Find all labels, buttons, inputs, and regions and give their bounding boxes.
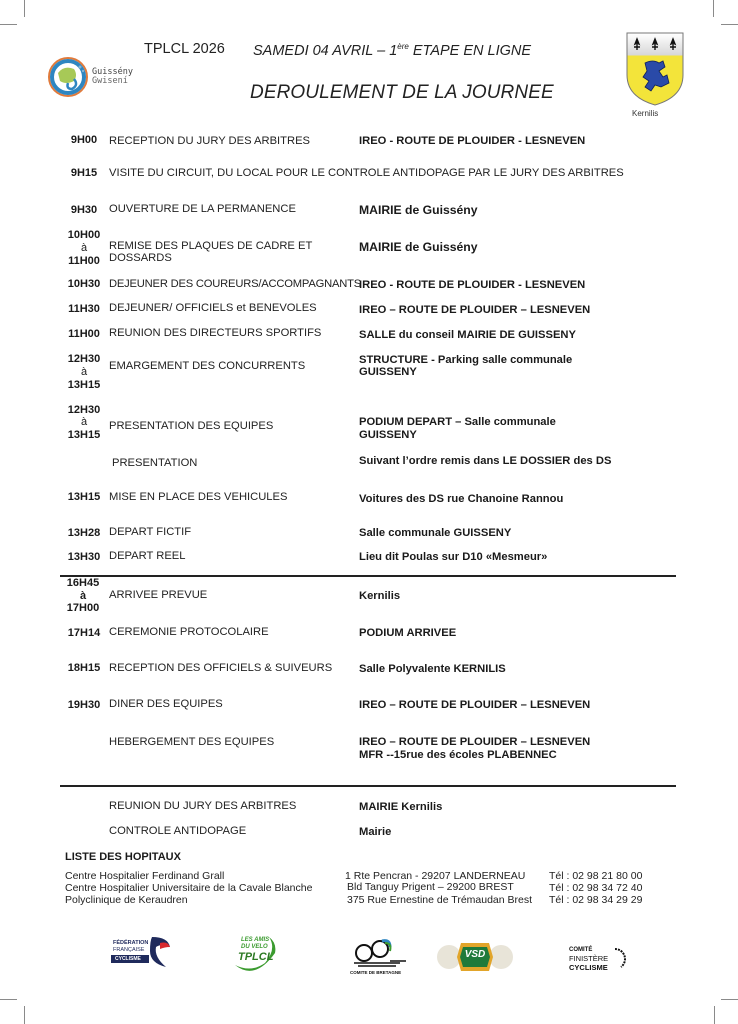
row-location: Mairie [359, 826, 392, 838]
row-location: MAIRIE de Guissény [359, 240, 478, 254]
comite-bretagne-logo [350, 937, 410, 979]
row-location: MAIRIE de Guissény [359, 203, 478, 217]
row-location: PODIUM ARRIVEE [359, 627, 457, 639]
row-time-separator: à [80, 242, 88, 254]
hospital-name: Centre Hospitalier Ferdinand Grall [65, 870, 225, 882]
hospital-phone: Tél : 02 98 34 29 29 [549, 894, 643, 906]
vsd-label: VSD [464, 949, 486, 960]
vsd-logo [435, 937, 515, 979]
cyclist-emblem-icon [350, 937, 410, 971]
row-time-start: 12H30 [67, 353, 101, 365]
row-activity: DEPART REEL [109, 550, 186, 562]
row-time: 13H30 [67, 551, 101, 563]
row-time-end: 13H15 [67, 379, 101, 391]
coat-of-arms-icon [625, 31, 685, 107]
hospital-name: Centre Hospitalier Universitaire de la Cavale Blanche [65, 882, 313, 894]
ffc-line3: CYCLISME [111, 955, 149, 963]
row-activity: PRESENTATION [112, 457, 198, 469]
row-activity: VISITE DU CIRCUIT, DU LOCAL POUR LE CONTROLE ANTIDOPAGE PAR LE JURY DES ARBITRES [109, 167, 624, 179]
amis-line1: LES AMIS [241, 937, 270, 943]
row-activity: RECEPTION DU JURY DES ARBITRES [109, 135, 311, 147]
row-activity: CEREMONIE PROTOCOLAIRE [109, 626, 269, 638]
crop-mark [0, 24, 17, 25]
row-location-line2: GUISSENY [359, 429, 417, 441]
crop-mark [0, 999, 17, 1000]
crop-mark [721, 24, 738, 25]
row-activity: REUNION DES DIRECTEURS SPORTIFS [109, 327, 322, 339]
row-location: IREO – ROUTE DE PLOUIDER – LESNEVEN [359, 736, 591, 748]
crop-mark [721, 999, 738, 1000]
guisseny-logo [46, 55, 146, 100]
row-activity: DEJEUNER/ OFFICIELS et BENEVOLES [109, 302, 317, 314]
page-title: DEROULEMENT DE LA JOURNEE [250, 82, 554, 103]
row-time: 10H30 [67, 278, 101, 290]
comite-bretagne-caption: COMITE DE BRETAGNE [350, 970, 402, 975]
finistere-line1: COMITÉ [569, 947, 593, 953]
stage-date-suffix: ETAPE EN LIGNE [408, 43, 532, 59]
row-activity: RECEPTION DES OFFICIELS & SUIVEURS [109, 662, 333, 674]
row-time: 9H15 [70, 167, 98, 179]
amis-line2: DU VELO [241, 944, 268, 950]
comite-finistere-logo [565, 945, 635, 975]
row-activity: HEBERGEMENT DES EQUIPES [109, 736, 275, 748]
crop-mark [24, 1006, 25, 1024]
stage-date [253, 42, 531, 59]
row-activity: REMISE DES PLAQUES DE CADRE ET DOSSARDS [109, 240, 313, 264]
row-location: IREO - ROUTE DE PLOUIDER - LESNEVEN [359, 279, 586, 291]
stage-date-prefix: SAMEDI 04 AVRIL – 1 [253, 43, 398, 59]
section-divider [60, 785, 676, 787]
row-activity: DEJEUNER DES COUREURS/ACCOMPAGNANTS [109, 278, 361, 290]
row-activity: REUNION DU JURY DES ARBITRES [109, 800, 297, 812]
row-activity: DINER DES EQUIPES [109, 698, 223, 710]
row-time-start: 16H45 [66, 577, 100, 589]
hospital-phone: Tél : 02 98 34 72 40 [549, 882, 643, 894]
row-location: IREO – ROUTE DE PLOUIDER – LESNEVEN [359, 699, 591, 711]
guisseny-logo-text: Guissény [92, 67, 133, 77]
row-activity: CONTROLE ANTIDOPAGE [109, 825, 247, 837]
row-time: 11H00 [68, 328, 100, 340]
guisseny-logo-text-breton: Gwisení [92, 76, 128, 86]
row-time-separator: à [80, 416, 88, 428]
row-time: 9H30 [70, 204, 98, 216]
hospital-address: Bld Tanguy Prigent – 29200 BREST [347, 881, 514, 893]
ffc-logo [110, 935, 180, 971]
row-activity: DEPART FICTIF [109, 526, 192, 538]
row-time: 18H15 [67, 662, 101, 674]
row-time: 9H00 [70, 134, 98, 146]
row-location-line2: MFR --15rue des écoles PLABENNEC [359, 749, 557, 761]
stage-date-sup: ère [397, 42, 409, 51]
row-time-separator: à [80, 366, 88, 378]
row-location: Salle Polyvalente KERNILIS [359, 663, 506, 675]
row-time-start: 10H00 [67, 229, 101, 241]
row-activity: OUVERTURE DE LA PERMANENCE [109, 203, 296, 215]
kernilis-crest [625, 31, 685, 107]
crop-mark [714, 1006, 715, 1024]
amis-du-velo-logo [225, 933, 285, 975]
row-location: Kernilis [359, 590, 401, 602]
row-time-end: 11H00 [68, 255, 100, 267]
row-activity: PRESENTATION DES EQUIPES [109, 420, 274, 432]
row-location: Voitures des DS rue Chanoine Rannou [359, 493, 564, 505]
row-location: PODIUM DEPART – Salle communale [359, 416, 556, 428]
row-location: Salle communale GUISSENY [359, 527, 512, 539]
hospital-address: 375 Rue Ernestine de Trémaudan Brest [347, 894, 533, 906]
section-divider [60, 575, 676, 577]
finistere-line2: FINISTÈRE [569, 954, 609, 963]
event-title: TPLCL 2026 [144, 41, 225, 57]
hospital-list-title: LISTE DES HOPITAUX [65, 851, 181, 863]
row-time-end: 17H00 [66, 602, 100, 614]
row-time-end: 13H15 [67, 429, 101, 441]
row-time: 17H14 [67, 627, 101, 639]
crest-caption: Kernilis [632, 109, 659, 118]
row-location: Lieu dit Poulas sur D10 «Mesmeur» [359, 551, 548, 563]
row-location: IREO - ROUTE DE PLOUIDER - LESNEVEN [359, 135, 586, 147]
row-location: MAIRIE Kernilis [359, 801, 443, 813]
row-activity: MISE EN PLACE DES VEHICULES [109, 491, 288, 503]
hospital-address: 1 Rte Pencran - 29207 LANDERNEAU [345, 870, 526, 882]
row-location: STRUCTURE - Parking salle communale [359, 354, 573, 366]
hospital-phone: Tél : 02 98 21 80 00 [549, 870, 643, 882]
row-time: 19H30 [67, 699, 101, 711]
row-location-line2: GUISSENY [359, 366, 417, 378]
row-time: 11H30 [68, 303, 100, 315]
row-time: 13H28 [67, 527, 101, 539]
crop-mark [713, 0, 714, 17]
row-location: Suivant l’ordre remis dans LE DOSSIER des DS [359, 455, 612, 467]
crop-mark [24, 0, 25, 17]
finistere-line3: CYCLISME [569, 963, 608, 972]
ffc-line1: FÉDÉRATION [113, 940, 149, 946]
row-time-start: 12H30 [67, 404, 101, 416]
row-location: IREO – ROUTE DE PLOUIDER – LESNEVEN [359, 304, 591, 316]
ffc-line2: FRANÇAISE [113, 947, 145, 953]
hospital-name: Polyclinique de Keraudren [65, 894, 188, 906]
row-time: 13H15 [67, 491, 101, 503]
row-location: SALLE du conseil MAIRIE DE GUISSENY [359, 329, 576, 341]
row-activity: ARRIVEE PREVUE [109, 589, 208, 601]
amis-line3: TPLCL [238, 951, 274, 963]
row-time-separator: à [79, 590, 87, 602]
row-activity: EMARGEMENT DES CONCURRENTS [109, 360, 306, 372]
